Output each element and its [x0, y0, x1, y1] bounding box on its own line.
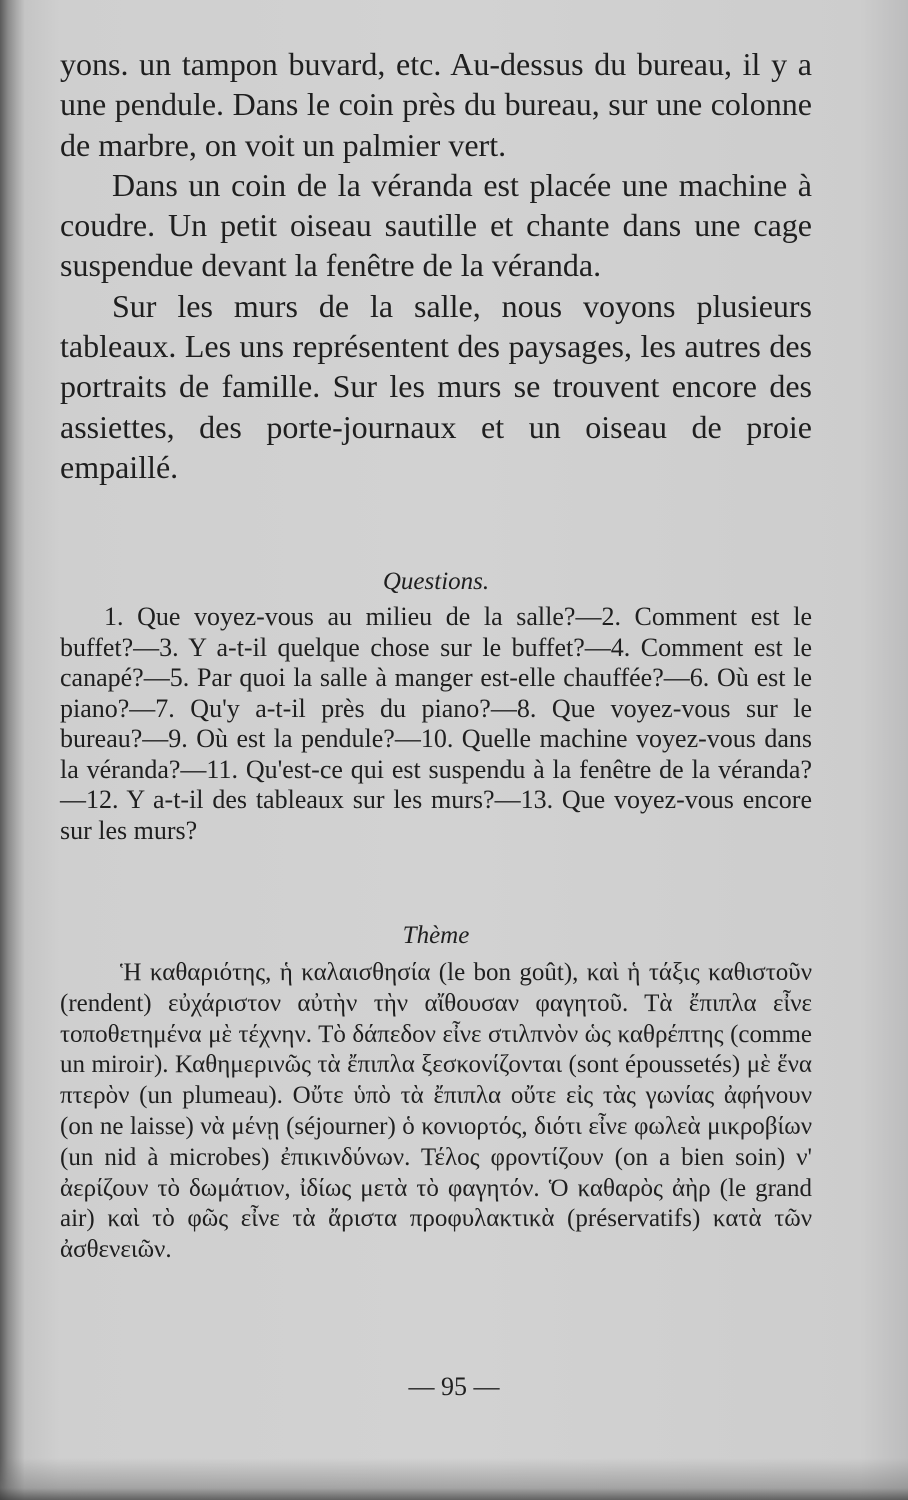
reading-section — [60, 44, 812, 487]
page-number: — 95 — — [408, 1372, 500, 1401]
page-bottom-shadow — [0, 1458, 908, 1500]
paragraph-desk: yons. un tampon buvard, etc. Au-dessus du bureau, il y a une pendule. Dans le coin près du bureau, sur une colonne de marbre, on voit un palmier vert. — [60, 46, 812, 163]
questions-heading: Questions. — [382, 568, 490, 595]
questions-section — [60, 568, 812, 846]
paragraph-veranda: Dans un coin de la véranda est placée une machine à coudre. Un petit oiseau sautille et chante dans une cage suspendue devant la fenêtre de la véranda. — [60, 166, 812, 284]
book-spine-shadow — [0, 0, 24, 1500]
questions-text: 1. Que voyez-vous au milieu de la salle?—2. Comment est le buffet?—3. Y a-t-il quelque chose sur le buffet?—4. Comment est le canapé?—5. Par quoi la salle à manger est-elle chauffée?—6. Où est le piano?—7. Qu'y a-t-il près du piano?—8. Que voyez-vous sur le bureau?—9. Où est la pendule?—10. Quelle machine voyez-vous dans la véranda?—11. Qu'est-ce qui est suspendu à la fenêtre de la véranda?—12. Y a-t-il des tableaux sur les murs?—13. Que voyez-vous encore sur les murs? — [60, 602, 812, 845]
theme-text: Ἡ καθαριότης, ἡ καλαισθησία (le bon goût), καὶ ἡ τάξις καθιστοῦν (rendent) εὐχάριστον αὐτὴν τὴν αἴθουσαν φαγητοῦ. Τὰ ἔπιπλα εἶνε τοποθετημένα μὲ τέχνην. Τὸ δάπεδον εἶνε στιλπνὸν ὡς καθρέπτης (comme un miroir). Καθημερινῶς τὰ ἔπιπλα ξεσκονίζονται (sont époussetés) μὲ ἕνα πτερὸν (un plumeau). Οὔτε ὑπὸ τὰ ἔπιπλα οὔτε εἰς τὰς γωνίας ἀφήνουν (on ne laisse) νὰ μένῃ (séjourner) ὁ κονιορτός, διότι εἶνε φωλεὰ μικροβίων (un nid à microbes) ἐπικινδύνων. Τέλος φροντίζουν (on a bien soin) ν' ἀερίζουν τὸ δωμάτιον, ἰδίως μετὰ τὸ φαγητόν. Ὁ καθαρὸς ἀὴρ (le grand air) καὶ τὸ φῶς εἶνε τὰ ἄριστα προφυλακτικὰ (préservatifs) κατὰ τῶν ἀσθενειῶν. — [60, 959, 812, 1264]
theme-section — [60, 922, 812, 1266]
theme-heading: Thème — [402, 922, 470, 949]
paragraph-walls: Sur les murs de la salle, nous voyons plusieurs tableaux. Les uns représentent des paysages, les autres des portraits de famille. Sur les murs se trouvent encore des assiettes, des porte-journaux et un oiseau de proie empaillé. — [60, 287, 812, 485]
